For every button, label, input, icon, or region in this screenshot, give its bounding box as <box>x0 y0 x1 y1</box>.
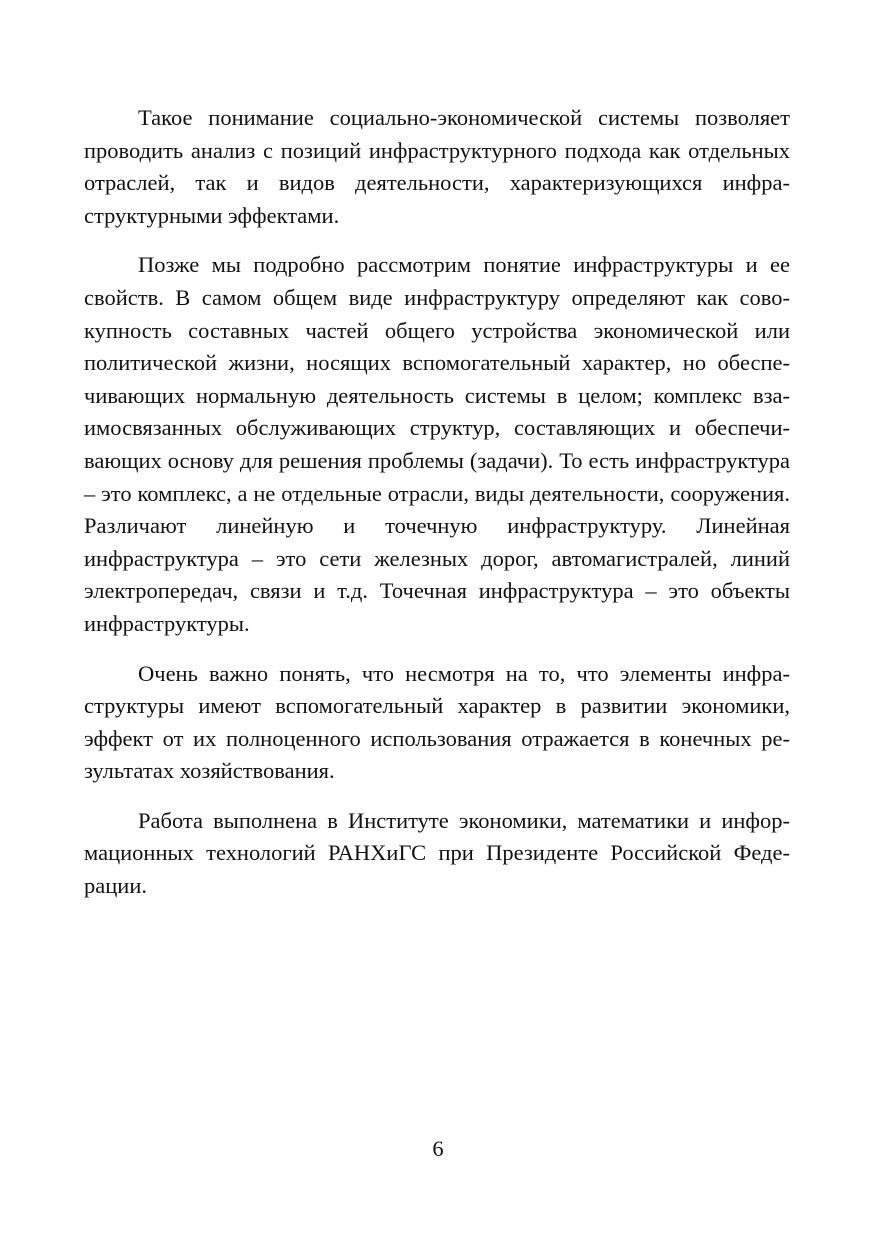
page-number: 6 <box>432 1136 444 1161</box>
paragraph-4: Работа выполнена в Институте экономики, математики и информационных технологий РАНХиГС при Президенте Российской Федерации. <box>84 807 790 899</box>
paragraph-1: Такое понимание социально-экономической системы позволяет проводить анализ с позиций инфраструктурного подхода как отдельных отраслей, так и видов деятельности, характеризующихся инфраструктурными эффектами. <box>84 105 790 228</box>
page-body <box>84 102 790 920</box>
paragraph-3: Очень важно понять, что несмотря на то, что элементы инфраструктуры имеют вспомогательный характер в развитии экономики, эффект от их полноценного использования отражается в конечных результатах хозяйствования. <box>84 660 790 784</box>
paragraph-2: Позже мы подробно рассмотрим понятие инфраструктуры и ее свойств. В самом общем виде инфраструктуру определяют как совокупность составных частей общего устройства экономической или политической жизни, носящих вспомогательный характер, но обеспечивающих нормальную деятельность системы в целом; комплекс взаимосвязанных обслуживающих структур, составляющих и обеспечивающих основу для решения проблемы (задачи). То есть инфраструктура – это комплекс, а не отдельные отрасли, виды деятельности, сооружения. Различают линейную и точечную инфраструктуру. Линейная инфраструктура – это сети железных дорог, автомагистралей, линий электропередач, связи и т.д. Точечная инфраструктура – это объекты инфраструктуры. <box>84 252 790 636</box>
